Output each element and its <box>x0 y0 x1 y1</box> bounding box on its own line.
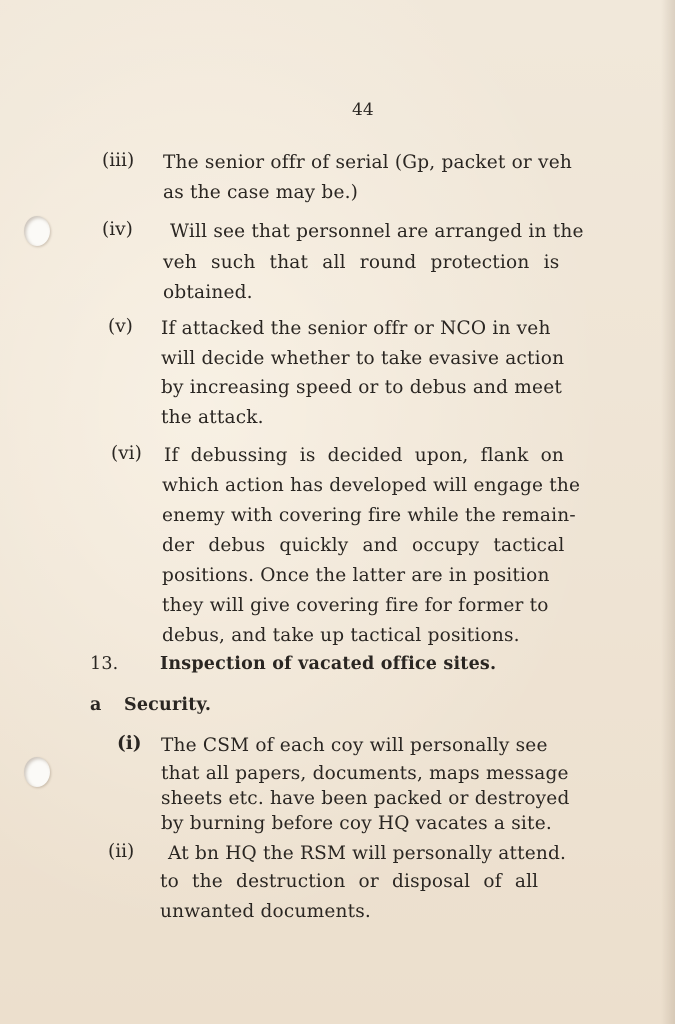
item-line: enemy with covering fire while the remain- <box>162 505 576 526</box>
item-line: obtained. <box>163 282 253 303</box>
item-line: If attacked the senior offr or NCO in veh <box>161 318 551 339</box>
item-label: (iv) <box>102 219 133 240</box>
item-line: Will see that personnel are arranged in the <box>170 221 584 242</box>
page-number: 44 <box>352 100 374 120</box>
item-line: positions. Once the latter are in position <box>162 565 550 586</box>
item-line: as the case may be.) <box>163 182 359 203</box>
item-line: The CSM of each coy will personally see <box>161 735 548 756</box>
item-line: that all papers, documents, maps message <box>161 763 569 784</box>
item-line: unwanted documents. <box>160 901 371 922</box>
item-line: the attack. <box>161 407 264 428</box>
item-line: The senior offr of serial (Gp, packet or veh <box>163 152 572 173</box>
item-label: (iii) <box>102 150 135 171</box>
item-line: will decide whether to take evasive action <box>161 348 565 369</box>
item-label: (i) <box>117 733 142 754</box>
item-label: (v) <box>108 316 133 337</box>
item-line: sheets etc. have been packed or destroyed <box>161 788 570 809</box>
item-label: (vi) <box>111 443 142 464</box>
item-line: der debus quickly and occupy tactical <box>162 535 565 556</box>
item-line: they will give covering fire for former to <box>162 595 549 616</box>
item-line: At bn HQ the RSM will personally attend. <box>168 843 567 864</box>
item-label: (ii) <box>108 841 135 862</box>
subsection-title: Security. <box>124 695 212 715</box>
page-edge-shadow <box>661 0 675 1024</box>
item-line: which action has developed will engage the <box>162 475 581 496</box>
item-line: veh such that all round protection is <box>163 252 560 273</box>
punch-hole <box>24 216 50 246</box>
subsection-letter: a <box>90 695 102 715</box>
item-line: debus, and take up tactical positions. <box>162 625 520 646</box>
item-line: to the destruction or disposal of all <box>160 871 539 892</box>
section-number: 13. <box>90 654 119 674</box>
item-line: If debussing is decided upon, flank on <box>164 445 565 466</box>
section-title: Inspection of vacated office sites. <box>160 654 497 674</box>
item-line: by burning before coy HQ vacates a site. <box>161 813 552 834</box>
item-line: by increasing speed or to debus and meet <box>161 377 562 398</box>
punch-hole <box>24 757 50 787</box>
